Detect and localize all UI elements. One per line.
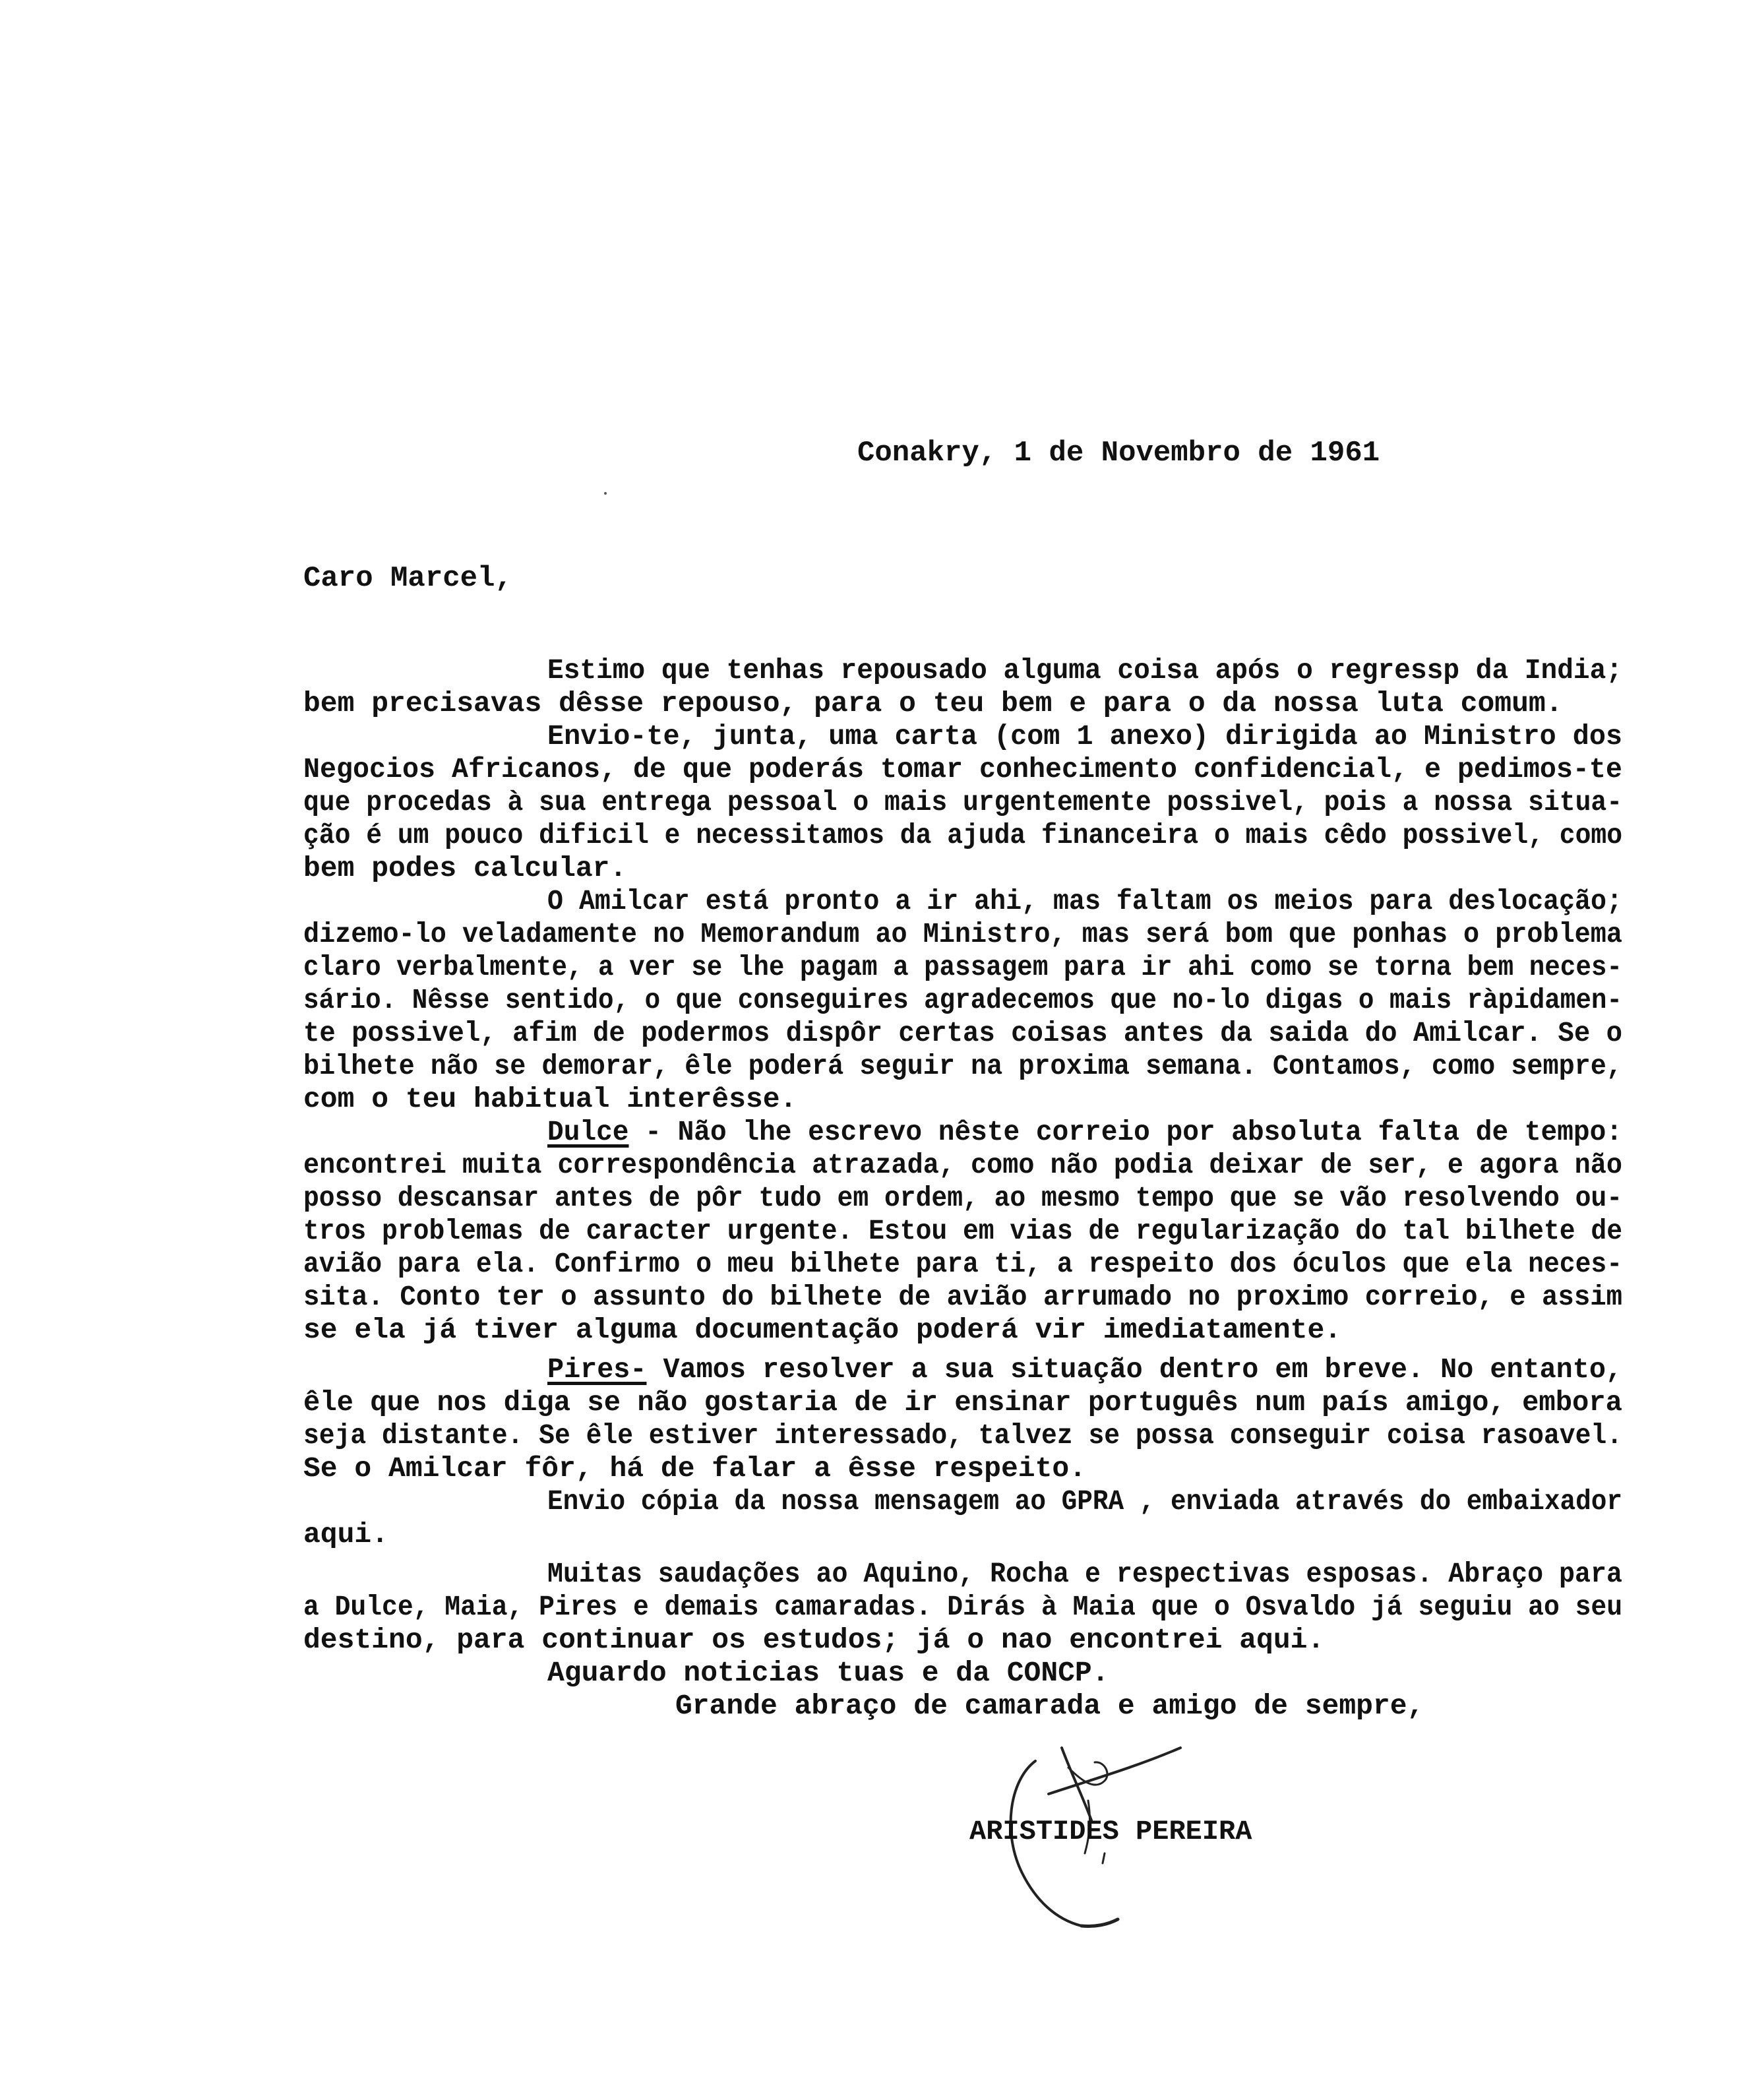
body-line: aqui. [303, 1518, 389, 1551]
body-line: Se o Amilcar fôr, há de falar a êsse respeito. [303, 1452, 1086, 1485]
body-line: Envio-te, junta, uma carta (com 1 anexo) dirigida ao Ministro dos [547, 720, 1622, 753]
body-line: claro verbalmente, a ver se lhe pagam a passagem para ir ahi como se torna bem neces- [303, 951, 1622, 983]
body-line: Muitas saudações ao Aquino, Rocha e respectivas esposas. Abraço para [547, 1558, 1622, 1590]
body-line: a Dulce, Maia, Pires e demais camaradas. Dirás à Maia que o Osvaldo já seguiu ao seu [303, 1591, 1623, 1623]
body-line: ção é um pouco dificil e necessitamos da ajuda financeira o mais cêdo possivel, como [303, 819, 1623, 851]
body-line: se ela já tiver alguma documentação poderá vir imediatamente. [303, 1314, 1342, 1346]
body-line: com o teu habitual interêsse. [303, 1083, 797, 1115]
letter-date: Conakry, 1 de Novembro de 1961 [857, 437, 1380, 470]
body-line: bem precisavas dêsse repouso, para o teu bem e para o da nossa luta comum. [303, 687, 1563, 720]
body-line: dizemo-lo veladamente no Memorandum ao Ministro, mas será bom que ponhas o problema [303, 918, 1622, 950]
body-line: tros problemas de caracter urgente. Estou em vias de regularização do tal bilhete de [303, 1215, 1623, 1247]
body-line: Aguardo noticias tuas e da CONCP. [547, 1657, 1109, 1689]
body-line: avião para ela. Confirmo o meu bilhete para ti, a respeito dos óculos que ela neces- [303, 1248, 1623, 1280]
body-line: êle que nos diga se não gostaria de ir ensinar português num país amigo, embora [303, 1386, 1623, 1419]
body-line: bilhete não se demorar, êle poderá seguir na proxima semana. Contamos, como sempre, [303, 1050, 1622, 1082]
signature-name: ARISTIDES PEREIRA [969, 1816, 1252, 1847]
body-line: Estimo que tenhas repousado alguma coisa após o regressp da India; [547, 654, 1623, 687]
body-line: que procedas à sua entrega pessoal o mais urgentemente possivel, pois a nossa situa- [303, 786, 1623, 818]
dulce-label: Dulce [547, 1116, 629, 1148]
salutation: Caro Marcel, [303, 562, 512, 595]
body-line: posso descansar antes de pôr tudo em ordem, ao mesmo tempo que se vão resolvendo ou- [303, 1182, 1623, 1214]
pires-label: Pires- [547, 1353, 647, 1386]
body-line: Envio cópia da nossa mensagem ao GPRA , enviada através do embaixador [547, 1485, 1623, 1518]
closing-line: Grande abraço de camarada e amigo de sempre, [675, 1690, 1424, 1722]
body-line: te possivel, afim de podermos dispôr certas coisas antes da saida do Amilcar. Se o [303, 1017, 1622, 1049]
body-line: O Amilcar está pronto a ir ahi, mas faltam os meios para deslocação; [547, 885, 1622, 917]
body-line-text: Vamos resolver a sua situação dentro em breve. No entanto, [646, 1353, 1622, 1386]
body-line-text: - Não lhe escrevo nêste correio por absoluta falta de tempo: [628, 1116, 1623, 1148]
paper-speck [604, 492, 607, 495]
body-line: Negocios Africanos, de que poderás tomar conhecimento confidencial, e pedimos-te [303, 753, 1622, 786]
body-line: sita. Conto ter o assunto do bilhete de avião arrumado no proximo correio, e assim [303, 1281, 1622, 1313]
body-line [547, 1353, 1622, 1386]
body-line: destino, para continuar os estudos; já o nao encontrei aqui. [303, 1624, 1325, 1656]
body-line: sário. Nêsse sentido, o que conseguires agradecemos que no-lo digas o mais ràpidamen- [303, 984, 1622, 1016]
body-line: seja distante. Se êle estiver interessado, talvez se possa conseguir coisa rasoavel. [303, 1419, 1623, 1452]
body-line: bem podes calcular. [303, 852, 627, 884]
body-line: encontrei muita correspondência atrazada, como não podia deixar de ser, e agora não [303, 1149, 1622, 1181]
body-line [547, 1116, 1622, 1149]
